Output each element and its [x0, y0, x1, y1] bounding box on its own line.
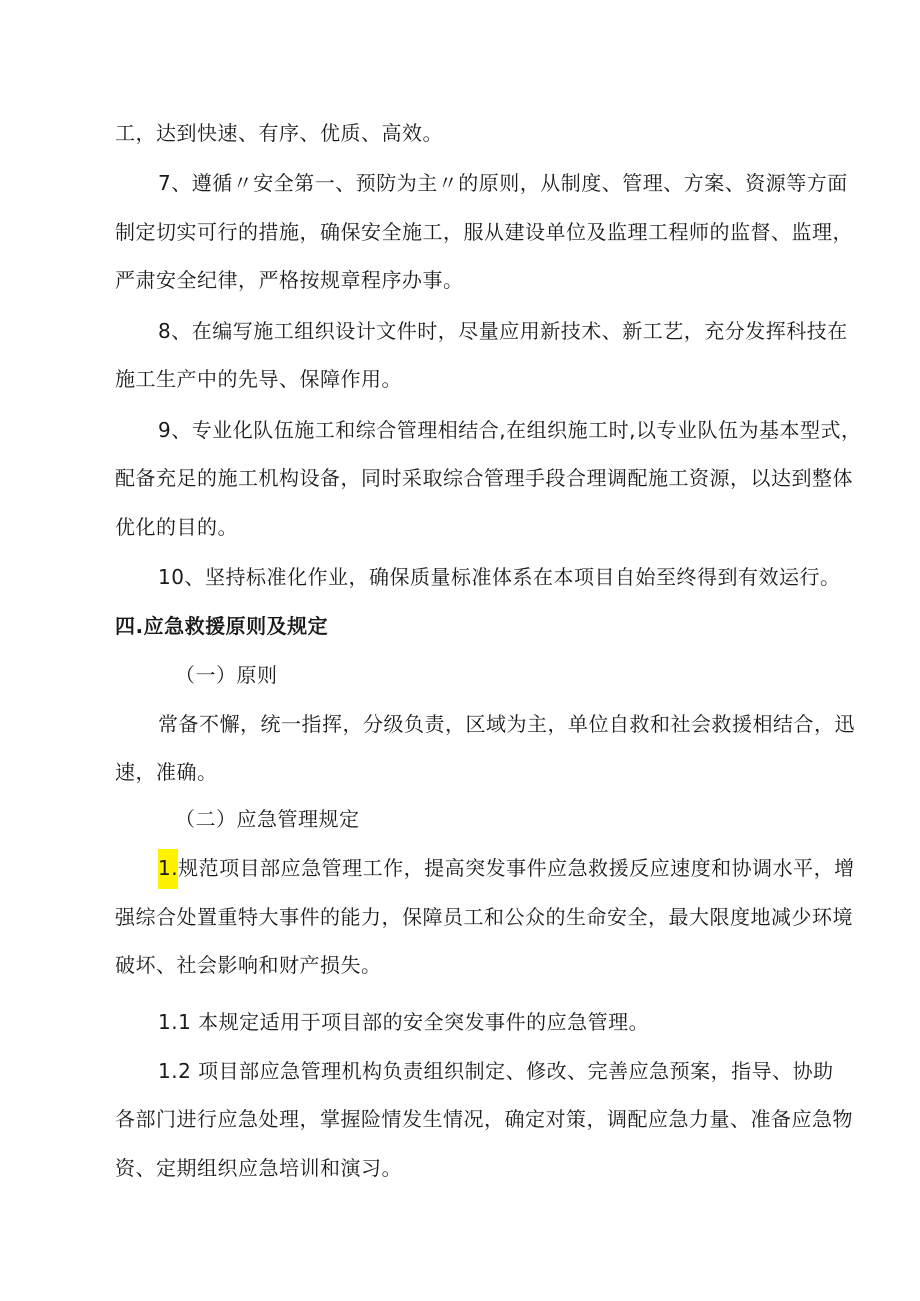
- highlighted-number-marker: 1.: [158, 849, 178, 889]
- paragraph-7-line-1: 7、遵循〃安全第一、预防为主〃的原则，从制度、管理、方案、资源等方面: [158, 171, 848, 195]
- rule-1-line-1-text: 规范项目部应急管理工作，提高突发事件应急救援反应速度和协调水平，增: [178, 856, 855, 880]
- rule-1-line-3: 破坏、社会影响和财产损失。: [115, 953, 382, 977]
- paragraph-9-line-3: 优化的目的。: [115, 515, 238, 539]
- rule-1-line-2: 强综合处置重特大事件的能力，保障员工和公众的生命安全，最大限度地减少环境: [115, 905, 853, 929]
- paragraph-6-line-2: 工，达到快速、有序、优质、高效。: [115, 121, 443, 145]
- paragraph-8-line-1: 8、在编写施工组织设计文件时，尽量应用新技术、新工艺，充分发挥科技在: [158, 319, 848, 343]
- rule-1-line-1: [158, 855, 855, 881]
- section-heading-4: 四.应急救援原则及规定: [115, 614, 329, 638]
- subheading-principle: （一）原则: [175, 663, 278, 687]
- rule-1-2-line-3: 资、定期组织应急培训和演习。: [115, 1156, 402, 1180]
- principle-line-2: 速，准确。: [115, 760, 218, 784]
- paragraph-10: 10、坚持标准化作业，确保质量标准体系在本项目自始至终得到有效运行。: [158, 565, 841, 589]
- paragraph-7-line-2: 制定切实可行的措施，确保安全施工，服从建设单位及监理工程师的监督、监理，: [115, 220, 853, 244]
- paragraph-8-line-2: 施工生产中的先导、保障作用。: [115, 367, 402, 391]
- rule-1-1: 1.1 本规定适用于项目部的安全突发事件的应急管理。: [158, 1010, 650, 1034]
- paragraph-9-line-1: 9、专业化队伍施工和综合管理相结合,在组织施工时,以专业队伍为基本型式，: [158, 418, 862, 442]
- subheading-emergency-rules: （二）应急管理规定: [175, 807, 360, 831]
- paragraph-7-line-3: 严肃安全纪律，严格按规章程序办事。: [115, 268, 464, 292]
- paragraph-9-line-2: 配备充足的施工机构设备，同时采取综合管理手段合理调配施工资源，以达到整体: [115, 466, 853, 490]
- rule-1-2-line-2: 各部门进行应急处理，掌握险情发生情况，确定对策，调配应急力量、准备应急物: [115, 1107, 853, 1131]
- principle-line-1: 常备不懈，统一指挥，分级负责，区域为主，单位自救和社会救援相结合，迅: [158, 712, 855, 736]
- rule-1-2-line-1: 1.2 项目部应急管理机构负责组织制定、修改、完善应急预案，指导、协助: [158, 1059, 834, 1083]
